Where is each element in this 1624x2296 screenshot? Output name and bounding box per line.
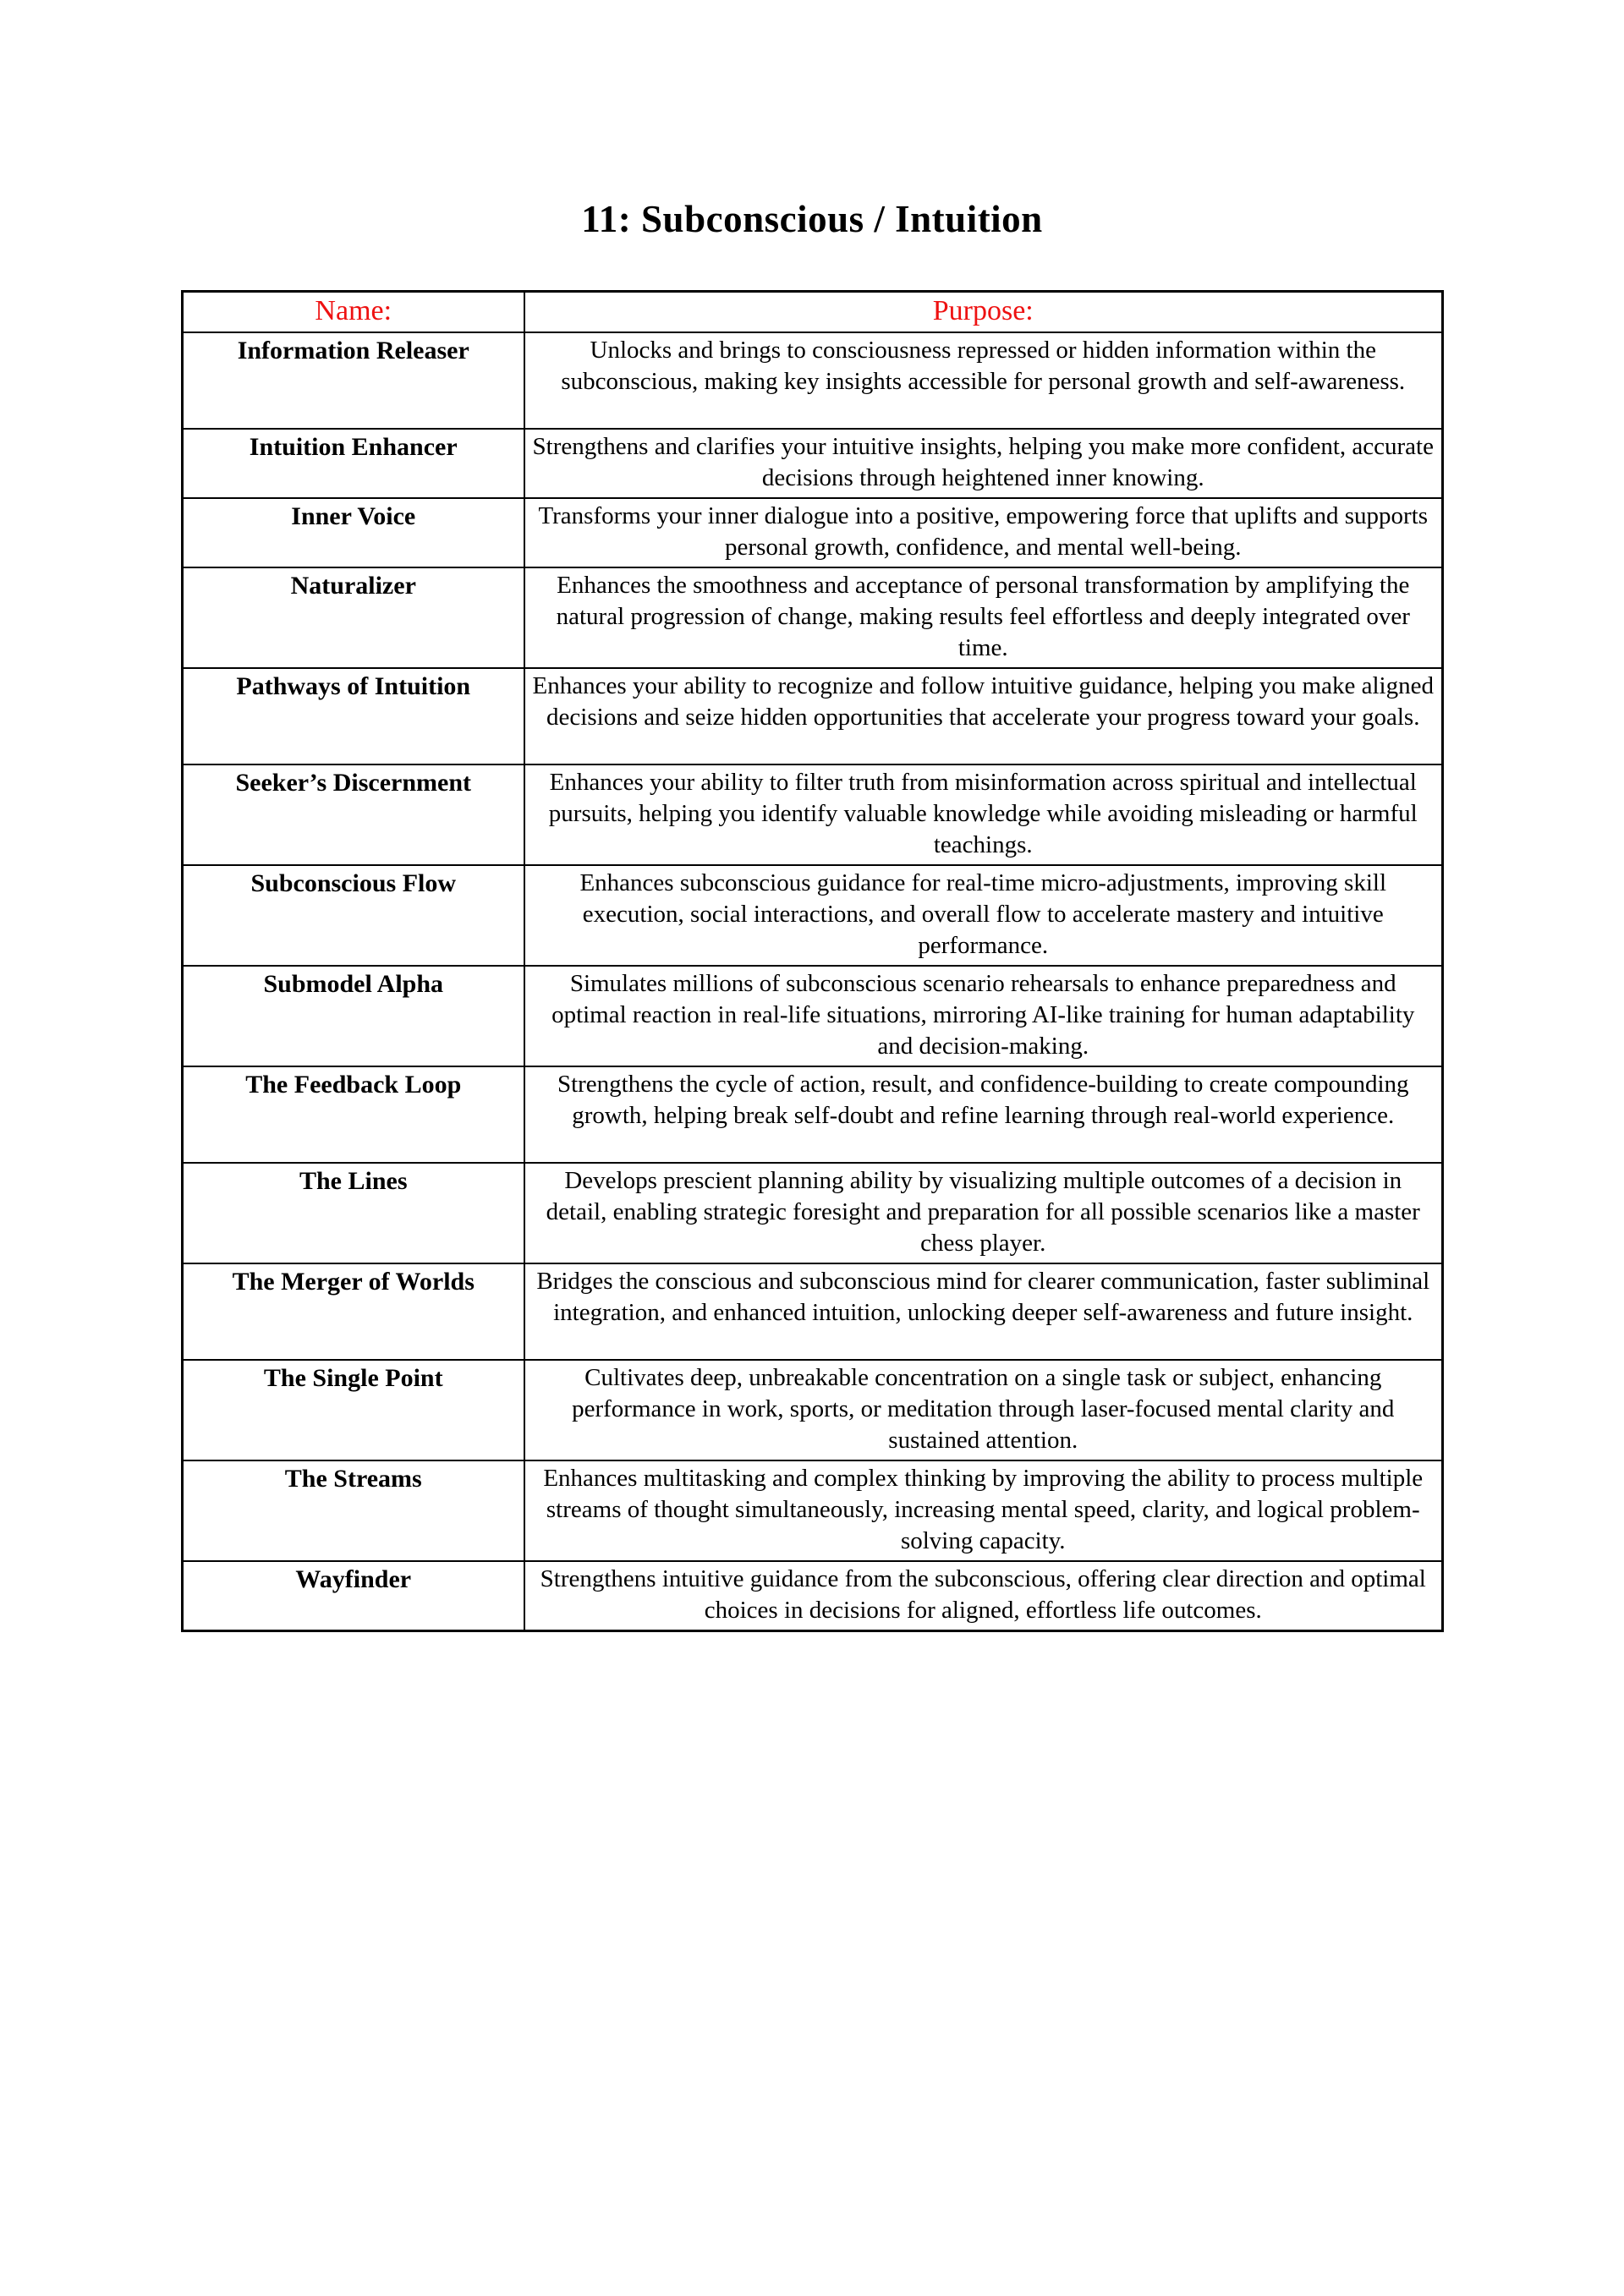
table-row <box>182 668 1442 764</box>
purpose-cell: Bridges the conscious and subconscious mind for clearer communication, faster subliminal integration, and enhanced intuition, unlocking deeper self-awareness and future insight. <box>524 1263 1442 1360</box>
table-row <box>182 1460 1442 1561</box>
purpose-cell: Unlocks and brings to consciousness repressed or hidden information within the subconscious, making key insights accessible for personal growth and self-awareness. <box>524 332 1442 429</box>
table-row <box>182 498 1442 567</box>
table-row <box>182 1561 1442 1631</box>
purpose-cell: Enhances your ability to filter truth from misinformation across spiritual and intellectual pursuits, helping you identify valuable knowledge while avoiding misleading or harmful teachings. <box>524 764 1442 865</box>
table-row <box>182 865 1442 966</box>
purpose-cell: Transforms your inner dialogue into a positive, empowering force that uplifts and supports personal growth, confidence, and mental well-being. <box>524 498 1442 567</box>
purpose-cell: Develops prescient planning ability by visualizing multiple outcomes of a decision in detail, enabling strategic foresight and preparation for all possible scenarios like a master chess player. <box>524 1163 1442 1263</box>
purpose-cell: Enhances multitasking and complex thinking by improving the ability to process multiple streams of thought simultaneously, increasing mental speed, clarity, and logical problem-solving capacity. <box>524 1460 1442 1561</box>
name-cell: Subconscious Flow <box>182 865 524 966</box>
table-row <box>182 1360 1442 1460</box>
purpose-cell: Enhances subconscious guidance for real-time micro-adjustments, improving skill execution, social interactions, and overall flow to accelerate mastery and intuitive performance. <box>524 865 1442 966</box>
purpose-cell: Enhances your ability to recognize and follow intuitive guidance, helping you make aligned decisions and seize hidden opportunities that accelerate your progress toward your goals. <box>524 668 1442 764</box>
column-header-purpose: Purpose: <box>524 292 1442 333</box>
name-cell: Seeker’s Discernment <box>182 764 524 865</box>
table-row <box>182 764 1442 865</box>
name-cell: Information Releaser <box>182 332 524 429</box>
purpose-cell: Cultivates deep, unbreakable concentration on a single task or subject, enhancing performance in work, sports, or meditation through laser-focused mental clarity and sustained attention. <box>524 1360 1442 1460</box>
name-cell: Pathways of Intuition <box>182 668 524 764</box>
table-row <box>182 332 1442 429</box>
purpose-cell: Strengthens and clarifies your intuitive insights, helping you make more confident, accurate decisions through heightened inner knowing. <box>524 429 1442 498</box>
column-header-name: Name: <box>182 292 524 333</box>
name-cell: Inner Voice <box>182 498 524 567</box>
name-cell: The Merger of Worlds <box>182 1263 524 1360</box>
table-row <box>182 567 1442 668</box>
table-header-row <box>182 292 1442 333</box>
name-cell: Intuition Enhancer <box>182 429 524 498</box>
table-row <box>182 966 1442 1066</box>
table-row <box>182 1263 1442 1360</box>
name-cell: The Streams <box>182 1460 524 1561</box>
purpose-cell: Enhances the smoothness and acceptance of personal transformation by amplifying the natural progression of change, making results feel effortless and deeply integrated over time. <box>524 567 1442 668</box>
table-row <box>182 429 1442 498</box>
purpose-cell: Strengthens intuitive guidance from the subconscious, offering clear direction and optimal choices in decisions for aligned, effortless life outcomes. <box>524 1561 1442 1631</box>
name-cell: The Feedback Loop <box>182 1066 524 1163</box>
name-cell: Submodel Alpha <box>182 966 524 1066</box>
table-row <box>182 1066 1442 1163</box>
name-cell: The Lines <box>182 1163 524 1263</box>
page-title: 11: Subconscious / Intuition <box>581 198 1043 240</box>
name-cell: Wayfinder <box>182 1561 524 1631</box>
purpose-cell: Strengthens the cycle of action, result, and confidence-building to create compounding growth, helping break self-doubt and refine learning through real-world experience. <box>524 1066 1442 1163</box>
purpose-cell: Simulates millions of subconscious scenario rehearsals to enhance preparedness and optimal reaction in real-life situations, mirroring AI-like training for human adaptability and decision-making. <box>524 966 1442 1066</box>
name-cell: Naturalizer <box>182 567 524 668</box>
name-cell: The Single Point <box>182 1360 524 1460</box>
table-row <box>182 1163 1442 1263</box>
name-purpose-table <box>181 290 1444 1632</box>
